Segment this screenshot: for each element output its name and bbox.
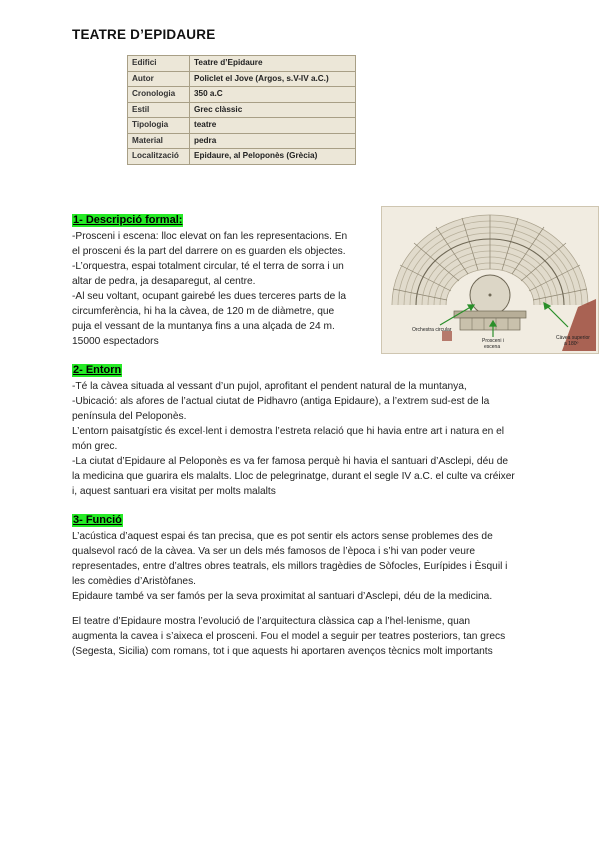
table-value: pedra [190, 133, 356, 149]
table-value: teatre [190, 118, 356, 134]
table-value: Epidaure, al Peloponès (Grècia) [190, 149, 356, 165]
table-key: Estil [128, 102, 190, 118]
figure-label-cavea-angle: a 180º [564, 341, 579, 347]
table-value: 350 a.C [190, 87, 356, 103]
section-surroundings-text [72, 379, 542, 499]
table-key: Tipologia [128, 118, 190, 134]
section-heading-description: 1- Descripció formal: [73, 214, 183, 226]
table-row [128, 56, 356, 72]
text-line: península del Peloponès. [72, 411, 187, 422]
text-line: -Té la càvea situada al vessant d’un pujol, aprofitant el pendent natural de la muntanya, [72, 381, 467, 392]
theatre-plan-image [381, 206, 599, 354]
text-line: i, aquest santuari era visitat per molts malalts [72, 486, 276, 497]
text-line: El teatre d’Epidaure mostra l’evolució de l’arquitectura clàssica cap a l’hel·lenisme, quan [72, 616, 471, 627]
text-line: (Segesta, Sicilia) com romans, tot i que aquests hi aportaren avenços tècnics molt importants [72, 646, 493, 657]
text-line: 15000 espectadors [72, 336, 159, 347]
figure-label-proskeni: Prosceni i [482, 338, 504, 344]
closing-paragraph [72, 614, 542, 659]
text-line: les comèdies d’Aristòfanes. [72, 576, 197, 587]
table-row [128, 118, 356, 134]
table-key: Edifici [128, 56, 190, 72]
text-line: Epidaure també va ser famós per la seva proximitat al santuari d’Asclepi, déu de la medicina. [72, 591, 493, 602]
table-row [128, 133, 356, 149]
text-line: altar de pedra, ja desaparegut, al centre. [72, 276, 256, 287]
text-line: -Prosceni i escena: lloc elevat on fan les representacions. En [72, 231, 348, 242]
table-key: Localització [128, 149, 190, 165]
text-line: augmenta la cavea i s’aixeca el prosceni. Fou el model a seguir per teatres posteriors, tan grecs [72, 631, 506, 642]
figure-label-escena: escena [484, 344, 501, 350]
page-title: TEATRE D’EPIDAURE [72, 27, 216, 42]
text-line: -Al seu voltant, ocupant gairebé les dues terceres parts de la [72, 291, 347, 302]
figure-label-orchestra: Orchestra circular [412, 327, 452, 333]
table-value: Teatre d’Epidaure [190, 56, 356, 72]
text-line: món grec. [72, 441, 118, 452]
table-value: Grec clàssic [190, 102, 356, 118]
table-value: Policlet el Jove (Argos, s.V-IV a.C.) [190, 71, 356, 87]
text-line: L’acústica d’aquest espai és tan precisa, que es pot sentir els actors sense problemes des de [72, 531, 493, 542]
text-line: puja el vessant de la muntanya fins a una alçada de 24 m. [72, 321, 335, 332]
table-row [128, 71, 356, 87]
table-key: Cronologia [128, 87, 190, 103]
table-key: Autor [128, 71, 190, 87]
figure-label-cavea: Càvea superior [556, 335, 590, 341]
text-line: qualsevol racó de la càvea. Va ser un dels més famosos de l’època i s’hi van poder veure [72, 546, 476, 557]
table-row [128, 87, 356, 103]
table-row [128, 102, 356, 118]
info-table [127, 55, 356, 165]
text-line: -Ubicació: als afores de l’actual ciutat de Pidhavro (antiga Epidaure), a l’extrem sud-est de la [72, 396, 490, 407]
text-line: el prosceni és la part del darrere on es guarden els objectes. [72, 246, 346, 257]
text-line: circumferència, hi ha la càvea, de 120 m de diàmetre, que [72, 306, 335, 317]
section-description-text [72, 229, 377, 349]
text-line: la medicina que guarira els malalts. Lloc de pelegrinatge, durant el segle IV a.C. el culte va créixer [72, 471, 515, 482]
text-line: -La ciutat d’Epidaure al Peloponès es va fer famosa perquè hi havia el santuari d’Asclepi, déu de [72, 456, 509, 467]
table-row [128, 149, 356, 165]
text-line: L’entorn paisatgístic és excel·lent i demostra l’estreta relació que hi havia entre art i natura en el [72, 426, 505, 437]
text-line: -L’orquestra, espai totalment circular, té el terra de sorra i un [72, 261, 344, 272]
text-line: representades, entre d’altres obres teatrals, els millors tragèdies de Sòfocles, Eurípides i Èsquil i [72, 561, 508, 572]
section-heading-function: 3- Funció [73, 514, 122, 526]
section-heading-surroundings: 2- Entorn [73, 364, 122, 376]
section-function-text [72, 529, 542, 604]
table-key: Material [128, 133, 190, 149]
